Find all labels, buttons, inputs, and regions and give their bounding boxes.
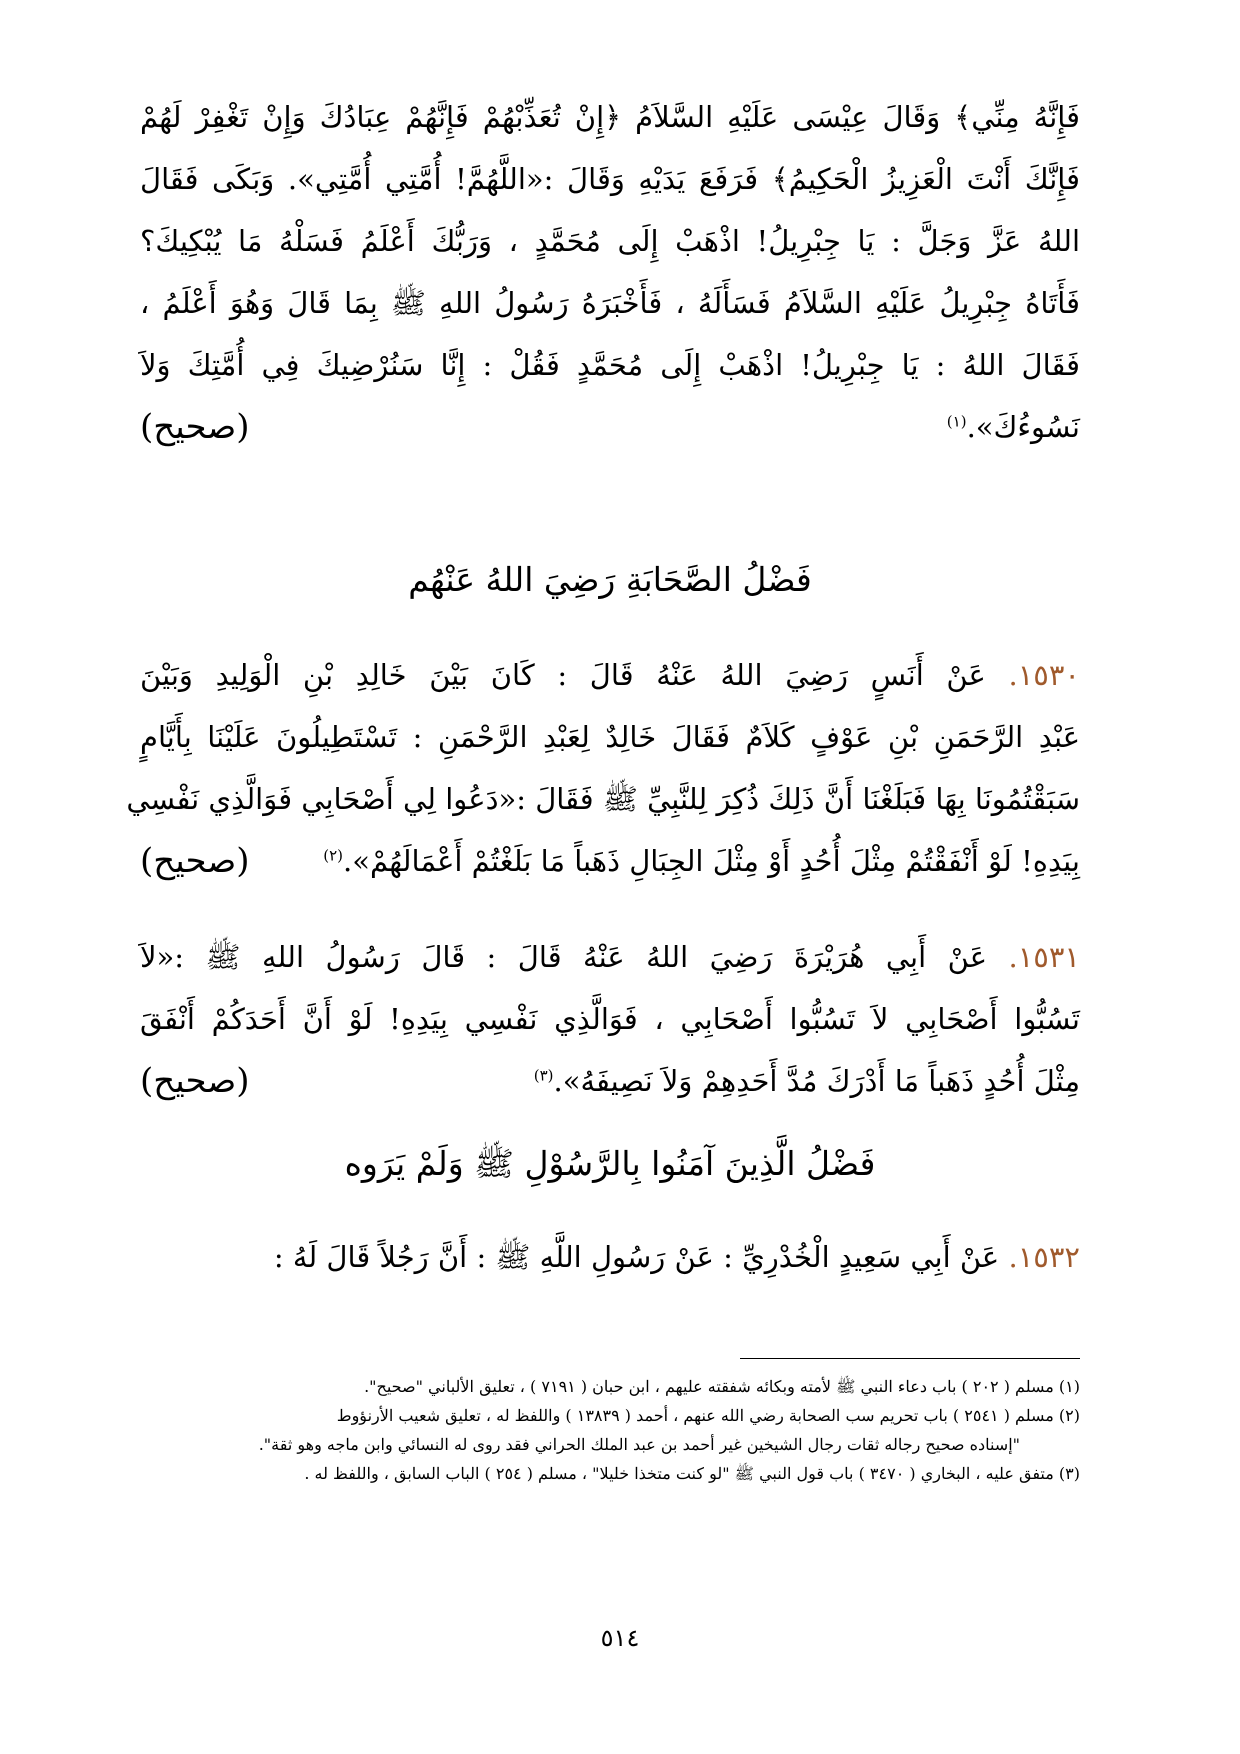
- text-line: فَأَتَاهُ جِبْرِيلُ عَلَيْهِ السَّلاَمُ فَسَأَلَهُ ، فَأَخْبَرَهُ رَسُولُ اللهِ ﷺ بِمَا قَالَ وَهُوَ أَعْلَمُ ،: [140, 286, 1080, 320]
- text-line-first: [140, 1226, 1080, 1288]
- hadith-1532: [140, 1226, 1080, 1288]
- text-line: عَبْدِ الرَّحَمَنِ بْنِ عَوْفٍ كَلاَمٌ فَقَالَ خَالِدٌ لِعَبْدِ الرَّحْمَنِ : تَسْتَطِيلُونَ عَلَيْنَا بِأَيَّامٍ: [140, 720, 1080, 754]
- text-segment: عَنْ أَبِي سَعِيدٍ الْخُدْرِيِّ : عَنْ رَسُولِ اللَّهِ ﷺ : أَنَّ رَجُلاً قَالَ لَهُ :: [273, 1240, 1000, 1274]
- text-line: فَإِنَّهُ مِنِّي﴾ وَقَالَ عِيْسَى عَلَيْهِ السَّلاَمُ ﴿إِنْ تُعَذِّبْهُمْ فَإِنَّهُمْ عِبَادُكَ وَإِنْ تَغْفِرْ لَهُمْ: [140, 100, 1080, 134]
- text-line: سَبَقْتُمُونَا بِهَا فَبَلَغْنَا أَنَّ ذَلِكَ ذُكِرَ لِلنَّبِيِّ ﷺ فَقَالَ :«دَعُوا لِي أَصْحَابِي فَوَالَّذِي نَفْسِي: [126, 782, 1080, 816]
- hadith-continuation: [140, 86, 1080, 458]
- hadith-1531: [140, 926, 1080, 1112]
- text-line-last: [140, 396, 1080, 458]
- text-segment: عَنْ أَبِي هُرَيْرَةَ رَضِيَ اللهُ عَنْهُ قَالَ : قَالَ رَسُولُ اللهِ ﷺ :«لاَ: [140, 940, 988, 974]
- grade-badge: (صحيح): [140, 407, 250, 447]
- footnotes: [140, 1372, 1080, 1488]
- text-segment: بِيَدِهِ! لَوْ أَنْفَقْتُمْ مِثْلَ أُحُدٍ أَوْ مِثْلَ الجِبَالِ ذَهَباً مَا بَلَغْتُمْ أَعْمَالَهُمْ».: [343, 844, 1080, 878]
- text-line: اللهُ عَزَّ وَجَلَّ : يَا جِبْرِيلُ! اذْهَبْ إِلَى مُحَمَّدٍ ، وَرَبُّكَ أَعْلَمُ فَسَلْهُ مَا يُبْكِيكَ؟: [140, 224, 1080, 258]
- footnote-ref: (٣): [533, 1066, 554, 1085]
- footnote-ref: (١): [946, 412, 967, 431]
- footnote-ref: (٢): [323, 846, 344, 865]
- text-segment: نَسُوءُكَ».: [966, 410, 1080, 444]
- footnote-continuation: "إسناده صحيح رجاله ثقات رجال الشيخين غير أحمد بن عبد الملك الحراني فقد روى له النسائي وابن ماجه وهو ثقة".: [258, 1435, 1020, 1454]
- text-line-last: [140, 1050, 1080, 1112]
- text-line-first: [140, 926, 1080, 988]
- hadith-1530: [126, 644, 1080, 892]
- text-line: تَسُبُّوا أَصْحَابِي لاَ تَسُبُّوا أَصْحَابِي ، فَوَالَّذِي نَفْسِي بِيَدِهِ! لَوْ أَنَّ أَحَدَكُمْ أَنْفَقَ: [140, 1002, 1080, 1036]
- text-line: فَقَالَ اللهُ : يَا جِبْرِيلُ! اذْهَبْ إِلَى مُحَمَّدٍ فَقُلْ : إِنَّا سَنُرْضِيكَ فِي أُمَّتِكَ وَلاَ: [140, 348, 1080, 382]
- footnote: (٢) مسلم ( ٢٥٤١ ) باب تحريم سب الصحابة رضي الله عنهم ، أحمد ( ١٣٨٣٩ ) واللفظ له ، تعليق شعيب الأرنؤوط: [336, 1406, 1080, 1425]
- text-line-first: [140, 644, 1080, 706]
- grade-badge: (صحيح): [140, 1061, 250, 1101]
- text-segment: عَنْ أَنَسٍ رَضِيَ اللهُ عَنْهُ قَالَ : كَانَ بَيْنَ خَالِدِ بْنِ الْوَلِيدِ وَبَيْنَ: [140, 658, 986, 692]
- footnote: (٣) متفق عليه ، البخاري ( ٣٤٧٠ ) باب قول النبي ﷺ "لو كنت متخذا خليلا" ، مسلم ( ٢٥٤ ) الباب السابق ، واللفظ له .: [304, 1464, 1080, 1483]
- footnote-divider: [740, 1358, 1080, 1359]
- section-heading: فَضْلُ الَّذِينَ آمَنُوا بِالرَّسُوْلِ ﷺ وَلَمْ يَرَوه: [344, 1144, 876, 1183]
- hadith-number: ١٥٣٠.: [1008, 658, 1080, 692]
- hadith-number: ١٥٣١.: [1008, 940, 1081, 974]
- grade-badge: (صحيح): [140, 841, 250, 881]
- text-line: فَإِنَّكَ أَنْتَ الْعَزِيزُ الْحَكِيمُ﴾ فَرَفَعَ يَدَيْهِ وَقَالَ :«اللَّهُمَّ! أُمَّتِي أُمَّتِي». وَبَكَى فَقَالَ: [140, 162, 1080, 196]
- section-heading: فَضْلُ الصَّحَابَةِ رَضِيَ اللهُ عَنْهُم: [408, 560, 812, 599]
- text-line-last: [140, 830, 1080, 892]
- page-number: ٥١٤: [600, 1624, 640, 1652]
- text-segment: مِثْلَ أُحُدٍ ذَهَباً مَا أَدْرَكَ مُدَّ أَحَدِهِمْ وَلاَ نَصِيفَهُ».: [553, 1064, 1080, 1098]
- footnote: (١) مسلم ( ٢٠٢ ) باب دعاء النبي ﷺ لأمته وبكائه شفقته عليهم ، ابن حبان ( ٧١٩١ ) ، تعليق الألباني "صحيح".: [364, 1377, 1080, 1396]
- hadith-number: ١٥٣٢.: [1008, 1240, 1080, 1274]
